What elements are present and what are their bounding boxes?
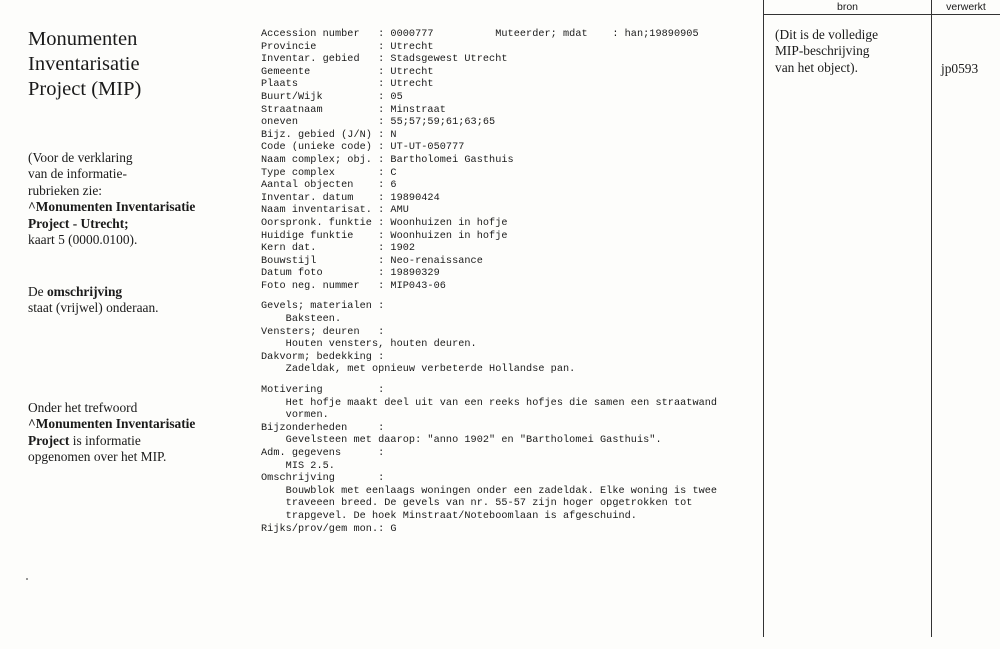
record-line: Plaats : Utrecht xyxy=(261,79,434,91)
record-line: Datum foto : 19890329 xyxy=(261,268,440,280)
note-bold-line: ^Monumenten Inventarisatie xyxy=(28,199,196,215)
bron-note xyxy=(775,27,925,76)
record-line: Dakvorm; bedekking : xyxy=(261,351,385,363)
record-line: Code (unieke code) : UT-UT-050777 xyxy=(261,142,465,154)
record-line: Omschrijving : xyxy=(261,473,385,485)
record-line: Adm. gegevens : xyxy=(261,448,385,459)
column-divider xyxy=(931,0,932,637)
note-line: staat (vrijwel) onderaan. xyxy=(28,300,159,316)
mip-record xyxy=(261,29,717,536)
record-line: Naam complex; obj. : Bartholomei Gasthuis xyxy=(261,154,514,166)
record-line: Rijks/prov/gem mon.: G xyxy=(261,523,397,535)
note-bold-line: ^Monumenten Inventarisatie xyxy=(28,416,196,432)
record-line: traveeen breed. De gevels van nr. 55-57 zijn hoger opgetrokken tot xyxy=(261,498,693,510)
note-line: rubrieken zie: xyxy=(28,182,102,198)
record-line: vormen. xyxy=(261,410,329,422)
block-gap xyxy=(261,377,717,385)
bron-line: van het object). xyxy=(775,59,858,75)
verwerkt-code: jp0593 xyxy=(941,61,979,76)
record-line: Bijzonderheden : xyxy=(261,422,385,434)
record-line: Bijz. gebied (J/N) : N xyxy=(261,129,397,141)
record-line: Gemeente : Utrecht xyxy=(261,66,434,78)
note-line: van de informatie- xyxy=(28,166,127,182)
record-line: MIS 2.5. xyxy=(261,460,335,472)
record-line: Vensters; deuren : xyxy=(261,326,385,338)
record-line: Huidige funktie : Woonhuizen in hofje xyxy=(261,230,508,242)
page-title xyxy=(28,27,238,102)
record-line: Het hofje maakt deel uit van een reeks hofjes die samen een straatwand xyxy=(261,397,718,409)
record-line: Houten vensters, houten deuren. xyxy=(261,339,477,351)
record-line: Baksteen. xyxy=(261,314,342,326)
note-line: De omschrijving xyxy=(28,284,123,299)
record-line: Bouwblok met eenlaags woningen onder een zadeldak. Elke woning is twee xyxy=(261,485,718,497)
title-line: Project (MIP) xyxy=(28,78,142,100)
omschrijving-note xyxy=(28,284,243,317)
record-line: Buurt/Wijk : 05 xyxy=(261,91,403,103)
record-line: trapgevel. De hoek Minstraat/Noteboomlaan is afgeschuind. xyxy=(261,510,637,522)
bron-line: MIP-beschrijving xyxy=(775,43,870,59)
record-line: Provincie : Utrecht xyxy=(261,41,434,53)
title-line: Inventarisatie xyxy=(28,53,140,75)
record-line: Gevelsteen met daarop: "anno 1902" en "Bartholomei Gasthuis". xyxy=(261,435,662,447)
record-line: Type complex : C xyxy=(261,167,397,179)
header-bron: bron xyxy=(836,1,858,13)
record-line: Kern dat. : 1902 xyxy=(261,243,416,255)
note-line: opgenomen over het MIP. xyxy=(28,449,167,465)
record-line: Aantal objecten : 6 xyxy=(261,180,397,192)
record-line: Inventar. datum : 19890424 xyxy=(261,192,440,204)
record-line: Naam inventarisat. : AMU xyxy=(261,205,409,217)
record-line: oneven : 55;57;59;61;63;65 xyxy=(261,117,496,129)
trefwoord-note xyxy=(28,400,243,466)
column-divider xyxy=(763,0,764,637)
record-line: Accession number : 0000777 Muteerder; mdat : han;19890905 xyxy=(261,29,699,40)
header-verwerkt: verwerkt xyxy=(946,1,986,13)
note-bold-line: Project - Utrecht; xyxy=(28,215,129,231)
record-line: Inventar. gebied : Stadsgewest Utrecht xyxy=(261,54,508,66)
record-line: Motivering : xyxy=(261,385,385,397)
record-line: Bouwstijl : Neo-renaissance xyxy=(261,255,483,267)
header-rule xyxy=(763,14,1000,15)
bron-line: (Dit is de volledige xyxy=(775,27,879,42)
note-line: (Voor de verklaring xyxy=(28,150,133,165)
title-line: Monumenten xyxy=(28,28,138,50)
record-line: Zadeldak, met opnieuw verbeterde Hollandse pan. xyxy=(261,364,576,376)
speck-mark xyxy=(26,578,28,580)
note-line: kaart 5 (0000.0100). xyxy=(28,232,138,248)
legend-note xyxy=(28,150,243,248)
record-line: Foto neg. nummer : MIP043-06 xyxy=(261,280,446,292)
note-line: Project is informatie xyxy=(28,432,141,448)
record-line: Straatnaam : Minstraat xyxy=(261,104,446,116)
record-line: Gevels; materialen : xyxy=(261,301,385,313)
record-line: Oorspronk. funktie : Woonhuizen in hofje xyxy=(261,217,508,229)
note-line: Onder het trefwoord xyxy=(28,400,138,415)
